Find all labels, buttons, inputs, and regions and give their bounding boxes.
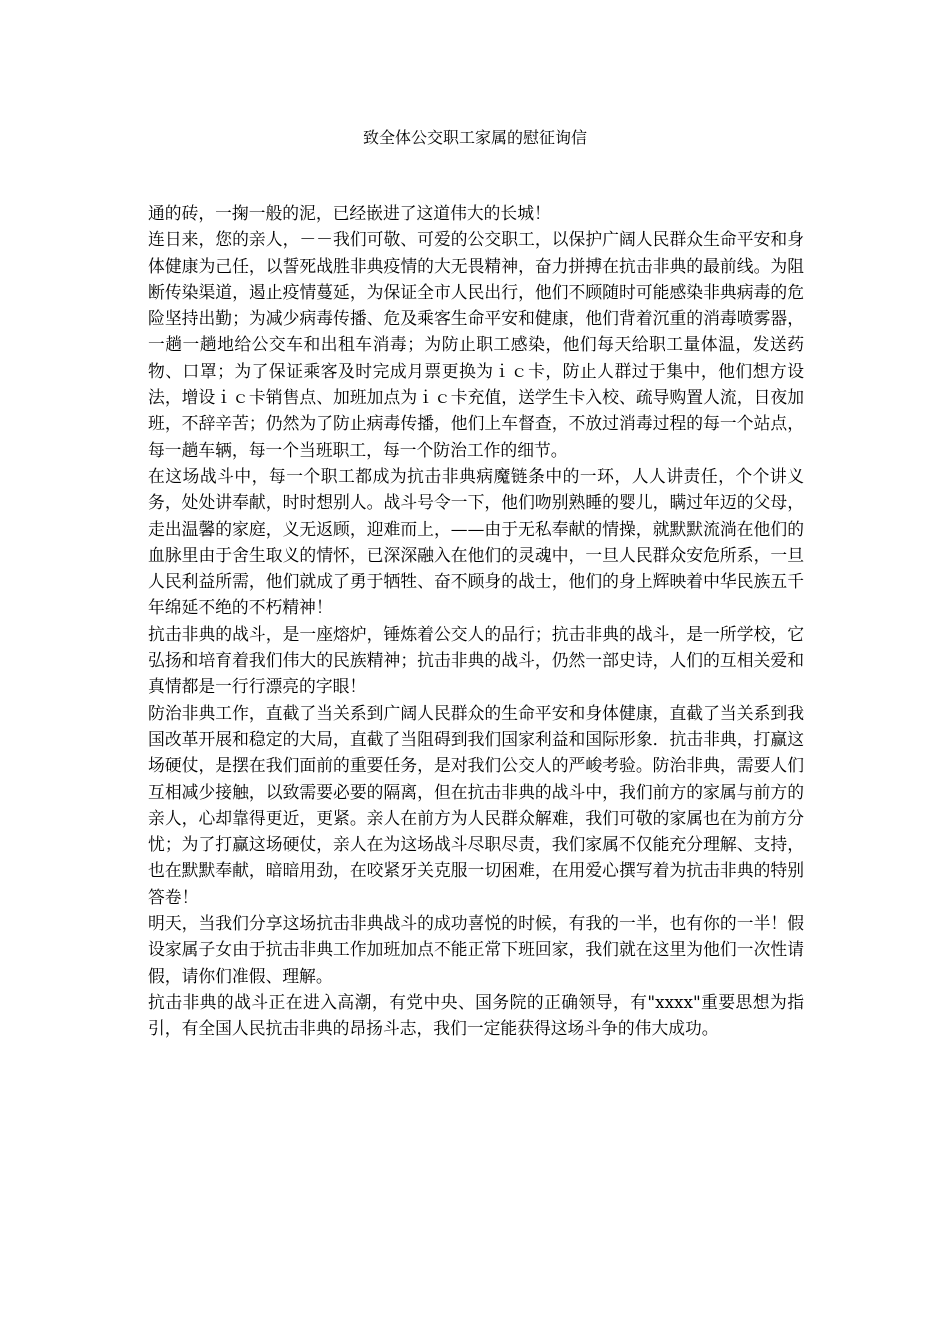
paragraph-4: 抗击非典的战斗，是一座熔炉，锤炼着公交人的品行；抗击非典的战斗，是一所学校，它弘扬和培育着我们伟大的民族精神；抗击非典的战斗，仍然一部史诗，人们的互相关爱和真情都是一行行漂亮的字眼！: [148, 623, 804, 697]
paragraph-5: 防治非典工作，直截了当关系到广阔人民群众的生命平安和身体健康，直截了当关系到我国改革开展和稳定的大局，直截了当阻碍到我们国家利益和国际形象．抗击非典，打赢这场硬仗，是摆在我们面前的重要任务，是对我们公交人的严峻考验。防治非典，需要人们互相减少接触，以致需要必要的隔离，但在抗击非典的战斗中，我们前方的家属与前方的亲人，心却靠得更近，更紧。亲人在前方为人民群众解难，我们可敬的家属也在为前方分忧；为了打赢这场硬仗，亲人在为这场战斗尽职尽责，我们家属不仅能充分理解、支持，也在默默奉献，暗暗用劲，在咬紧牙关克服一切困难，在用爱心撰写着为抗击非典的特别答卷！: [148, 702, 804, 907]
paragraph-1: 通的砖，一掬一般的泥，已经嵌进了这道伟大的长城！: [148, 203, 551, 223]
document-title: 致全体公交职工家属的慰征询信: [362, 128, 587, 147]
paragraph-3: 在这场战斗中，每一个职工都成为抗击非典病魔链条中的一环，人人讲责任，个个讲义务，处处讲奉献，时时想别人。战斗号令一下，他们吻别熟睡的婴儿，瞒过年迈的父母，走出温馨的家庭，义无返顾，迎难而上，——由于无私奉献的情操，就默默流淌在他们的血脉里由于舍生取义的情怀，已深深融入在他们的灵魂中，一旦人民群众安危所系，一旦人民利益所需，他们就成了勇于牺牲、奋不顾身的战士，他们的身上辉映着中华民族五千年绵延不绝的不朽精神！: [148, 465, 804, 618]
document-body: [148, 200, 804, 1042]
paragraph-2: 连日来，您的亲人，－－我们可敬、可爱的公交职工，以保护广阔人民群众生命平安和身体健康为己任，以誓死战胜非典疫情的大无畏精神，奋力拼搏在抗击非典的最前线。为阻断传染渠道，遏止疫情蔓延，为保证全市人民出行，他们不顾随时可能感染非典病毒的危险坚持出勤；为减少病毒传播、危及乘客生命平安和健康，他们背着沉重的消毒喷雾器，一趟一趟地给公交车和出租车消毒；为防止职工感染，他们每天给职工量体温，发送药物、口罩；为了保证乘客及时完成月票更换为ｉｃ卡，防止人群过于集中，他们想方设法，增设ｉｃ卡销售点、加班加点为ｉｃ卡充值，送学生卡入校、疏导购置人流，日夜加班，不辞辛苦；仍然为了防止病毒传播，他们上车督查，不放过消毒过程的每一个站点，每一趟车辆，每一个当班职工，每一个防治工作的细节。: [148, 229, 804, 460]
paragraph-7: 抗击非典的战斗正在进入高潮，有党中央、国务院的正确领导，有"xxxx"重要思想为指引，有全国人民抗击非典的昂扬斗志，我们一定能获得这场斗争的伟大成功。: [148, 991, 804, 1039]
paragraph-6: 明天，当我们分享这场抗击非典战斗的成功喜悦的时候，有我的一半，也有你的一半！假设家属子女由于抗击非典工作加班加点不能正常下班回家，我们就在这里为他们一次性请假，请你们准假、理解。: [148, 913, 804, 986]
